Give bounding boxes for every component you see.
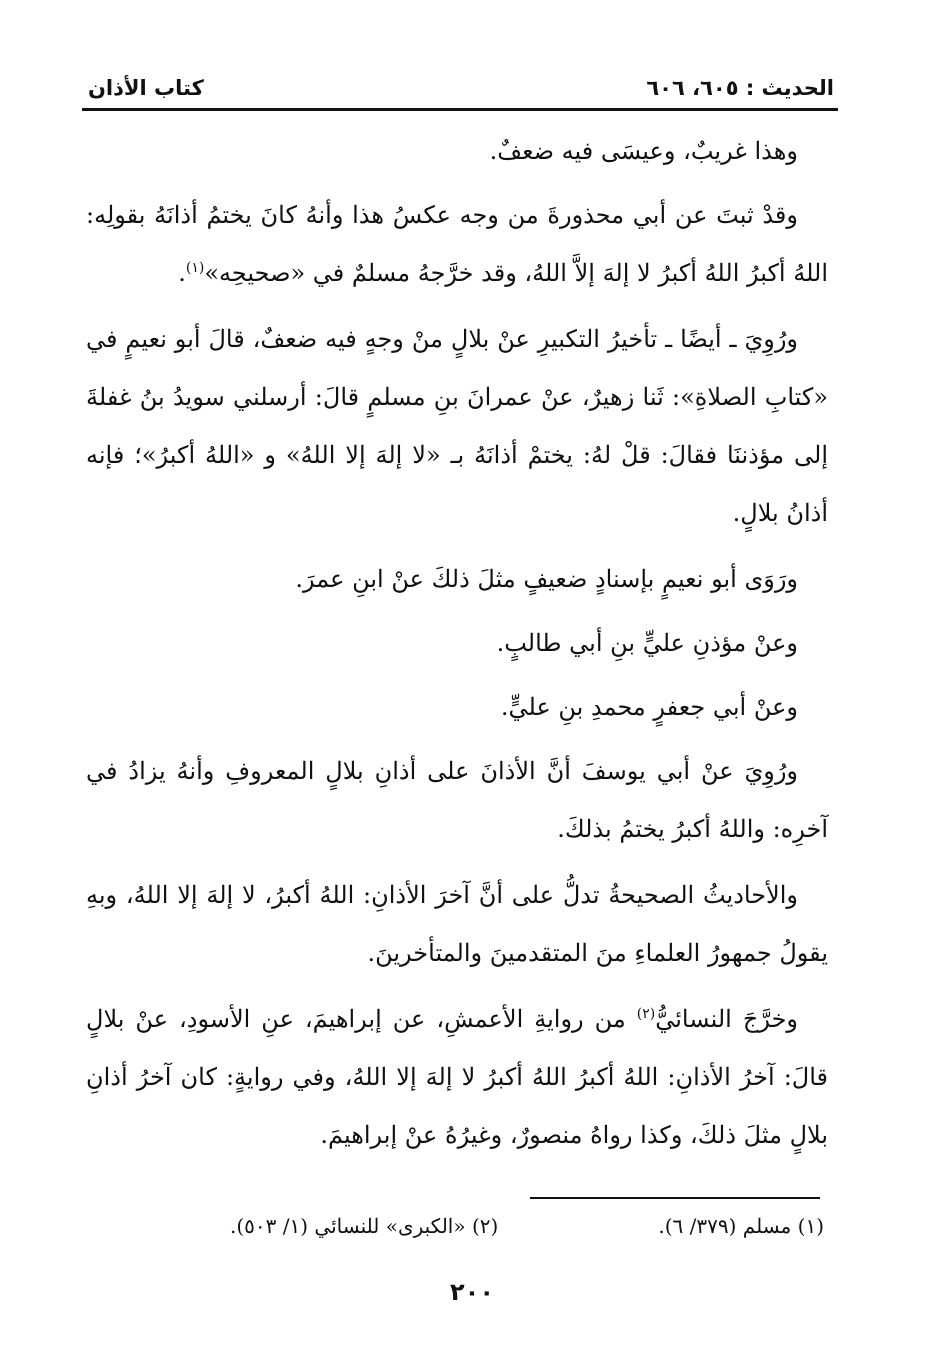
paragraph: وعنْ مؤذنِ عليٍّ بنِ أبي طالبٍ. bbox=[496, 629, 798, 657]
paragraph: وعنْ أبي جعفرٍ محمدِ بنِ عليٍّ. bbox=[500, 693, 798, 721]
footnote-marker: (٢) bbox=[636, 1006, 656, 1022]
paragraph-text: وقدْ ثبتَ عن أبي محذورةَ من وجه عكسُ هذا وأنهُ كانَ يختمُ أذانَهُ بقولِه: اللهُ أكبرُ اللهُ أكبرُ لا إلهَ إلاَّ اللهُ، وقد خرَّجهُ مسلمٌ في «صحيحِه» bbox=[86, 201, 828, 287]
footnote-1: (١) مسلم (٣٧٩/ ٦). bbox=[658, 1214, 824, 1238]
header-divider bbox=[82, 108, 838, 111]
paragraph-text: من روايةِ الأعمشِ، عن إبراهيمَ، عنِ الأسودِ، عنْ بلالٍ قالَ: آخرُ الأذانِ: اللهُ أكبرُ اللهُ أكبرُ لا إلهَ إلا اللهُ، وفي روايةٍ: كان آخرُ أذانِ بلالٍ مثلَ ذلكَ، وكذا رواهُ منصورٌ، وغيرُهُ عنْ إبراهيمَ. bbox=[86, 1005, 828, 1149]
footnote-marker: (١) bbox=[185, 260, 205, 276]
paragraph: والأحاديثُ الصحيحةُ تدلُّ على أنَّ آخرَ الأذانِ: اللهُ أكبرُ، لا إلهَ إلا اللهُ، وبهِ يقولُ جمهورُ العلماءِ منَ المتقدمينَ والمتأخرينَ. bbox=[86, 881, 828, 967]
main-text bbox=[86, 122, 828, 1172]
paragraph-lead: وخرَّجَ النسائيُّ bbox=[655, 1005, 799, 1033]
header-chapter-title: كتاب الأذان bbox=[88, 76, 204, 100]
footnote-divider bbox=[530, 1197, 820, 1199]
paragraph: وهذا غريبٌ، وعيسَى فيه ضعفٌ. bbox=[489, 137, 798, 165]
footnotes bbox=[230, 1214, 824, 1238]
running-header bbox=[88, 70, 834, 106]
paragraph: ورَوَى أبو نعيمٍ بإسنادٍ ضعيفٍ مثلَ ذلكَ عنْ ابنِ عمرَ. bbox=[295, 565, 798, 593]
paragraph-end: . bbox=[178, 259, 186, 287]
page-number: ٢٠٠ bbox=[450, 1278, 494, 1306]
paragraph bbox=[86, 186, 828, 302]
paragraph: ورُوِيَ عنْ أبي يوسفَ أنَّ الأذانَ على أذانِ بلالٍ المعروفِ وأنهُ يزادُ في آخرِه: واللهُ أكبرُ يختمُ بذلكَ. bbox=[86, 757, 828, 843]
header-hadith-numbers: الحديث : ٦٠٥، ٦٠٦ bbox=[646, 76, 834, 100]
paragraph bbox=[86, 990, 828, 1164]
paragraph: ورُوِيَ ـ أيضًا ـ تأخيرُ التكبيرِ عنْ بلالٍ منْ وجهٍ فيه ضعفٌ، قالَ أبو نعيمٍ في «كتابِ الصلاةِ»: ثَنا زهيرٌ، عنْ عمرانَ بنِ مسلمٍ قالَ: أرسلني سويدُ بنُ غفلةَ إلى مؤذننَا فقالَ: قلْ لهُ: يختمْ أذانَهُ بـ «لا إلهَ إلا اللهُ» و «اللهُ أكبرُ»؛ فإنه أذانُ بلالٍ. bbox=[86, 325, 828, 527]
footnote-2: (٢) «الكبرى» للنسائي (١/ ٥٠٣). bbox=[230, 1214, 499, 1238]
